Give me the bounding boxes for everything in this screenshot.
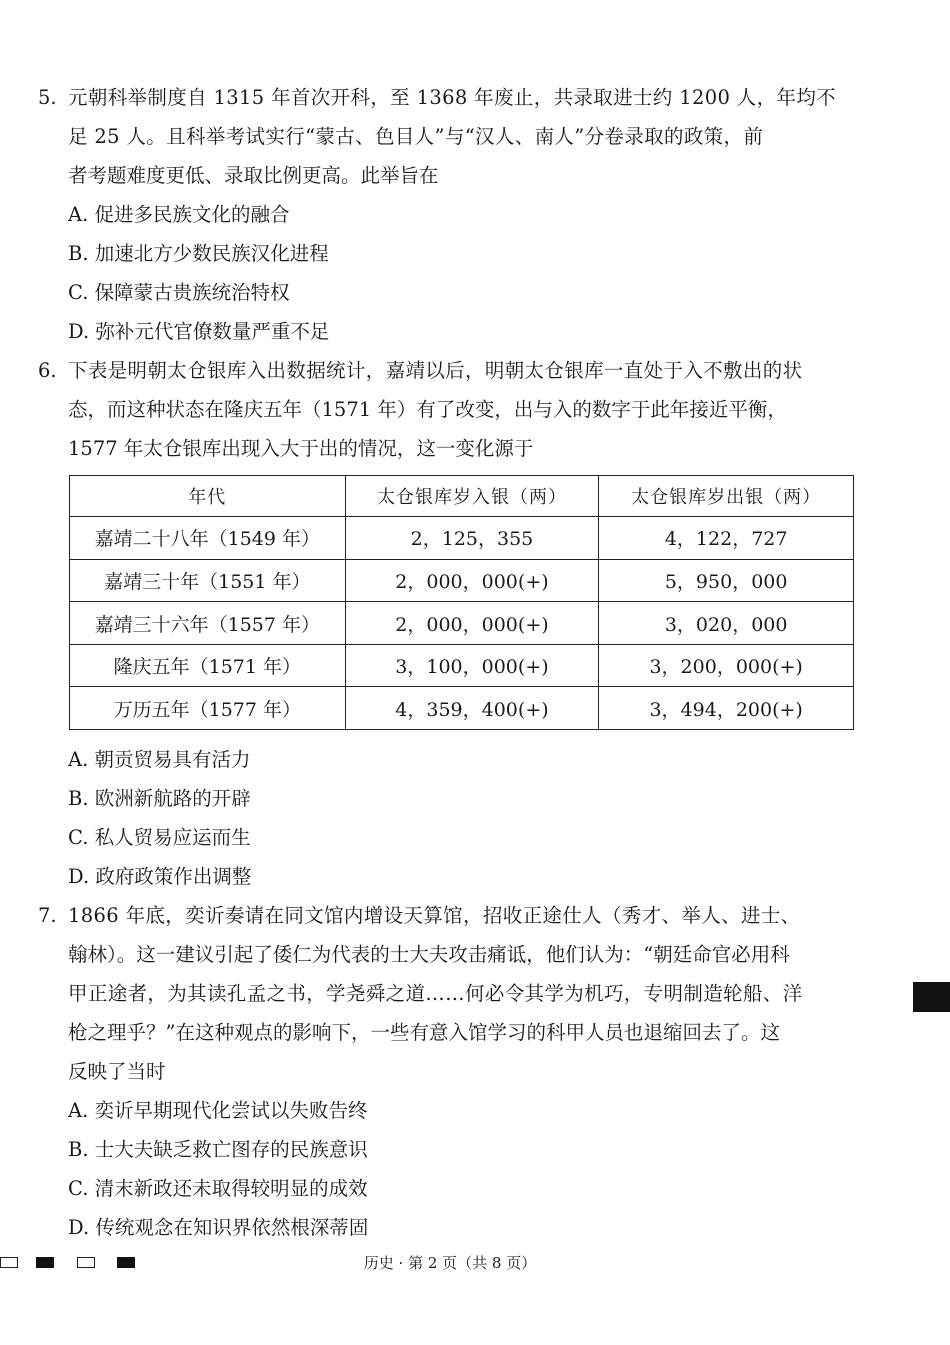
table-header-cell: 年代	[70, 476, 346, 517]
option-d: D. 弥补元代官僚数量严重不足	[68, 320, 330, 343]
question-number: 7.	[38, 904, 57, 927]
option-d: D. 政府政策作出调整	[68, 865, 252, 888]
option-a: A. 朝贡贸易具有活力	[68, 748, 251, 771]
page-footer: 历史 · 第 2 页（共 8 页）	[363, 1254, 537, 1272]
option-b: B. 士大夫缺乏救亡图存的民族意识	[68, 1138, 368, 1161]
table-cell: 2，000，000(+)	[345, 602, 599, 645]
question-text-line: 下表是明朝太仓银库入出数据统计，嘉靖以后，明朝太仓银库一直处于入不敷出的状	[68, 359, 803, 382]
table-cell: 嘉靖三十年（1551 年）	[70, 559, 346, 602]
question-text-line: 1866 年底，奕䜣奏请在同文馆内增设天算馆，招收正途仕人（秀才、举人、进士、	[68, 904, 801, 927]
table-header-row	[70, 476, 854, 517]
table-header-cell: 太仓银库岁出银（两）	[599, 476, 854, 517]
option-b: B. 欧洲新航路的开辟	[68, 787, 251, 810]
table-cell: 3，494，200(+)	[599, 687, 854, 730]
option-a: A. 促进多民族文化的融合	[68, 203, 290, 226]
table-header-cell: 太仓银库岁入银（两）	[345, 476, 599, 517]
table-cell: 3，100，000(+)	[345, 644, 599, 687]
table-cell: 嘉靖三十六年（1557 年）	[70, 602, 346, 645]
table-cell: 5，950，000	[599, 559, 854, 602]
table-cell: 4，122，727	[599, 517, 854, 560]
question-number: 5.	[38, 86, 57, 109]
question-text-line: 足 25 人。且科举考试实行“蒙古、色目人”与“汉人、南人”分卷录取的政策，前	[68, 125, 764, 148]
option-c: C. 保障蒙古贵族统治特权	[68, 281, 290, 304]
question-text-line: 反映了当时	[68, 1060, 166, 1083]
option-b: B. 加速北方少数民族汉化进程	[68, 242, 329, 265]
table-cell: 万历五年（1577 年）	[70, 687, 346, 730]
table-cell: 3，020，000	[599, 602, 854, 645]
question-text-line: 甲正途者，为其读孔孟之书，学尧舜之道……何必令其学为机巧，专明制造轮船、洋	[68, 982, 803, 1005]
question-text-line: 态，而这种状态在隆庆五年（1571 年）有了改变，出与入的数字于此年接近平衡，	[68, 398, 787, 421]
option-c: C. 私人贸易应运而生	[68, 826, 251, 849]
table-cell: 2，125，355	[345, 517, 599, 560]
table-row	[70, 644, 854, 687]
table-row	[70, 687, 854, 730]
table-row	[70, 517, 854, 560]
table-cell: 4，359，400(+)	[345, 687, 599, 730]
table-row	[70, 559, 854, 602]
table-cell: 3，200，000(+)	[599, 644, 854, 687]
option-d: D. 传统观念在知识界依然根深蒂固	[68, 1216, 369, 1239]
table-cell: 隆庆五年（1571 年）	[70, 644, 346, 687]
silver-treasury-table	[69, 475, 854, 730]
question-number: 6.	[38, 359, 57, 382]
table-cell: 嘉靖二十八年（1549 年）	[70, 517, 346, 560]
option-c: C. 清末新政还未取得较明显的成效	[68, 1177, 368, 1200]
option-a: A. 奕䜣早期现代化尝试以失败告终	[68, 1099, 368, 1122]
question-text-line: 1577 年太仓银库出现入大于出的情况，这一变化源于	[68, 437, 534, 460]
table-cell: 2，000，000(+)	[345, 559, 599, 602]
question-text-line: 翰林）。这一建议引起了倭仁为代表的士大夫攻击痛诋，他们认为：“朝廷命官必用科	[68, 943, 790, 966]
question-text-line: 者考题难度更低、录取比例更高。此举旨在	[68, 164, 439, 187]
page-edge-tab	[913, 982, 950, 1012]
question-text-line: 元朝科举制度自 1315 年首次开科，至 1368 年废止，共录取进士约 1200 人，年均不	[68, 86, 837, 109]
table-row	[70, 602, 854, 645]
question-text-line: 枪之理乎？”在这种观点的影响下，一些有意入馆学习的科甲人员也退缩回去了。这	[68, 1021, 780, 1044]
